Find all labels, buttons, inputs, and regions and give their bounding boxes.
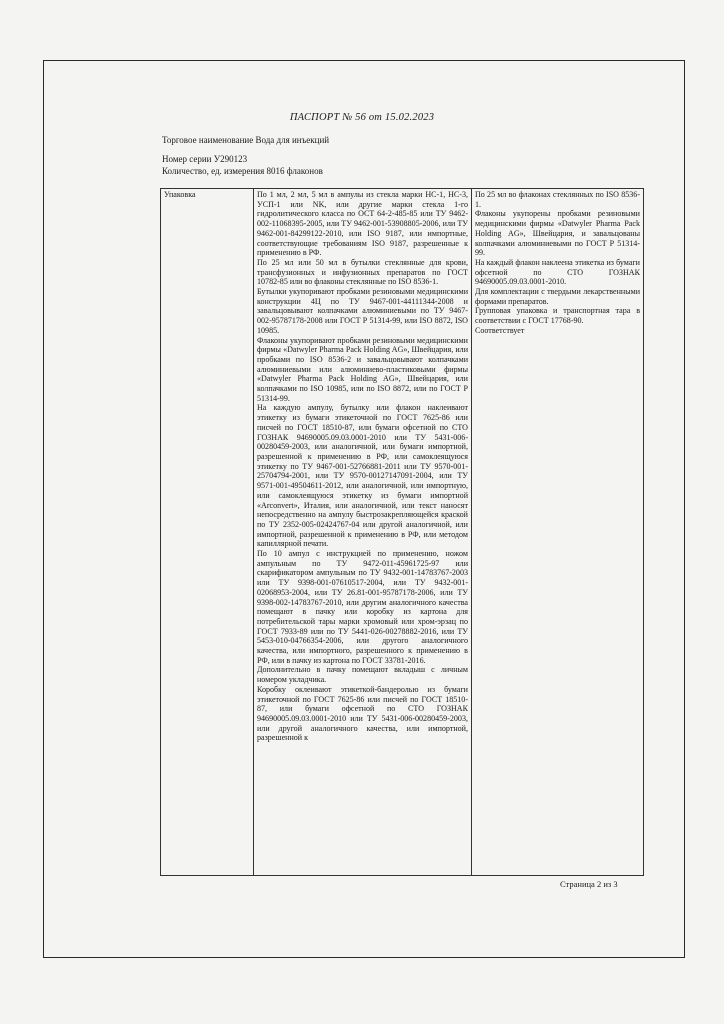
paragraph: Дополнительно в пачку помещают вкладыш с личным номером укладчика. (257, 665, 468, 685)
page-number: Страница 2 из 3 (560, 879, 618, 889)
paragraph: Коробку оклеивают этикеткой-бандеролью из бумаги этикеточной по ГОСТ 7625-86 или писчей по ГОСТ 18510-87, или бумаги офсетной по СТО ГОЗНАК 94690005.09.03.0001-2010 или ТУ 5431-006-00280459-2003, или другой аналогичного качества, или импортной, разрешенной к (257, 684, 468, 743)
paragraph: Бутылки укупоривают пробками резиновыми медицинскими конструкции 4Ц по ТУ 9467-001-44111344-2008 и завальцовывают колпачками алюминиевыми по ТУ 9467-002-95787178-2008 или ГОСТ Р 51314-99, или ISO 8872, ISO 10985. (257, 287, 468, 335)
paragraph: Групповая упаковка и транспортная тара в соответствии с ГОСТ 17768-90. (475, 306, 640, 326)
trade-name: Торговое наименование Вода для инъекций (162, 135, 330, 145)
table-row (161, 189, 644, 876)
series-number: Номер серии У290123 (162, 154, 248, 164)
row-label: Упаковка (161, 189, 254, 876)
paragraph: По 25 мл или 50 мл в бутылки стеклянные для крови, трансфузионных и инфузионных препаратов по ГОСТ 10782-85 или во флаконы стеклянные по ISO 8536-1. (257, 257, 468, 287)
packaging-requirements-cell (254, 189, 472, 876)
paragraph: По 25 мл во флаконах стеклянных по ISO 8536-1. (475, 190, 640, 209)
paragraph: Флаконы укупорены пробками резиновыми медицинскими фирмы «Datwyler Pharma Pack Holding AG», Швейцария, и завальцованы колпачками алюминиевыми по ГОСТ Р 51314-99. (475, 209, 640, 258)
paragraph: На каждую ампулу, бутылку или флакон наклеивают этикетку из бумаги этикеточной по ГОСТ 7625-86 или писчей по ГОСТ 18510-87, или бумаги офсетной по СТО ГОЗНАК 94690005.09.03.0001-2010 или ТУ 5431-006-00280459-2003, или аналогичной, или бумаги импортной, разрешенной к применению в РФ, или самоклеящуюся этикетку по ТУ 9467-001-52766881-2011 или ТУ 9570-001-25704794-2001, или ТУ 9570-00127147091-2004, или ТУ 9571-001-49504611-2012, или аналогичной, или импортную, или самоклеящуюся этикетку из бумаги импортной «Arconvert», Италия, или аналогичной, или текст наносят непосредственно на ампулу быстрозакрепляющейся краской по ТУ 2352-005-02424767-04 или другой аналогичной, или импортной, разрешенной к применению в РФ, или методом капиллярной печати. (257, 403, 468, 549)
paragraph: Соответствует (475, 325, 525, 335)
quantity: Количество, ед. измерения 8016 флаконов (162, 166, 323, 176)
paragraph: По 1 мл, 2 мл, 5 мл в ампулы из стекла марки НС-1, НС-3, УСП-1 или NK, или другие марки стекла 1-го гидролитического класса по ОСТ 64-2-485-85 или ТУ 9462-002-11068395-2005, или ТУ 9462-001-53908805-2006, или ТУ 9462-001-84299122-2010, или ISO 9187, или импортные, соответствующие требованиям ISO 9187, разрешенные к применению в РФ. (257, 190, 468, 258)
packaging-result-cell (472, 189, 644, 876)
paragraph: По 10 ампул с инструкцией по применению, ножом ампульным по ТУ 9472-011-45961725-97 или скарификатором ампульным по ТУ 9432-001-14783767-2003 или ТУ 9398-001-07610517-2004, или ТУ 9432-001-02068953-2004, или ТУ 26.81-001-95787178-2006, или ТУ 9398-002-14783767-2010, или другим аналогичного качества помещают в пачку или коробку из картона для потребительской тары марки хромовый или хром-эрзац по ГОСТ 7933-89 или по ТУ 5441-026-00278882-2016, или ТУ 5453-010-04766354-2006, или другого аналогичного качества, или импортного, разрешенного к применению в РФ, или в пачку из картона по ГОСТ 33781-2016. (257, 549, 468, 665)
paragraph: На каждый флакон наклеена этикетка из бумаги офсетной по СТО ГОЗНАК 94690005.09.03.0001-2010. (475, 257, 640, 287)
packaging-table (160, 188, 644, 876)
paragraph: Флаконы укупоривают пробками резиновыми медицинскими фирмы «Datwyler Pharma Pack Holding AG», Швейцария, или пробками по ISO 8536-2 и завальцовывают колпачками алюминиевыми или алюминиево-пластиковыми фирмы «Datwyler Pharma Pack Holding AG», Швейцария, или колпачками по ISO 10985, или по ISO 8872, или по ГОСТ Р 51314-99. (257, 335, 468, 403)
document-title: ПАСПОРТ № 56 от 15.02.2023 (289, 112, 435, 123)
paragraph: Для комплектации с твердыми лекарственными формами препаратов. (475, 287, 640, 306)
